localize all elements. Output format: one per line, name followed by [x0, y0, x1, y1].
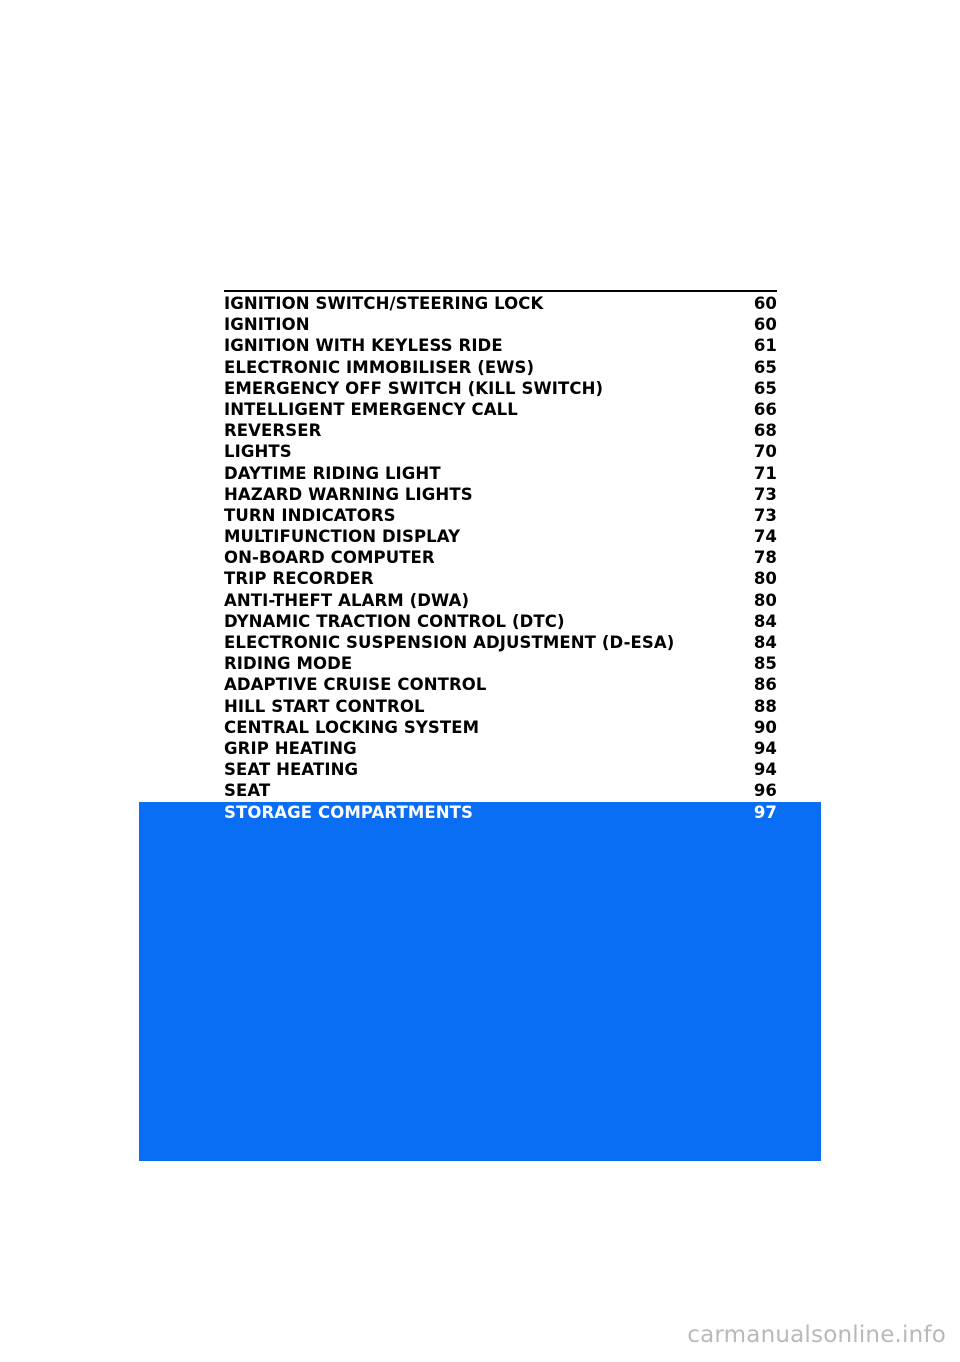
- toc-entry[interactable]: [224, 674, 777, 695]
- toc-entry-page: 78: [753, 548, 777, 568]
- toc-entry-title: IGNITION: [224, 315, 310, 335]
- toc-entry-title: ELECTRONIC IMMOBILISER (EWS): [224, 357, 535, 377]
- toc-entry[interactable]: [224, 357, 777, 378]
- toc-entry-title: DYNAMIC TRACTION CONTROL (DTC): [224, 611, 565, 631]
- toc-entry-title: SEAT: [224, 781, 271, 801]
- toc-entry[interactable]: [224, 314, 777, 335]
- toc-entry-page: 88: [753, 696, 777, 716]
- toc-entry-title: IGNITION WITH KEYLESS RIDE: [224, 336, 503, 356]
- toc-entry-page: 61: [753, 336, 777, 356]
- toc-entry-title: ELECTRONIC SUSPENSION ADJUSTMENT (D-ESA): [224, 633, 675, 652]
- toc-entry-page: 71: [753, 463, 777, 483]
- toc-entry[interactable]: [224, 717, 777, 738]
- toc-entry-title: GRIP HEATING: [224, 738, 357, 758]
- toc-entry-page: 85: [753, 654, 777, 674]
- toc-entry-title: ANTI-THEFT ALARM (DWA): [224, 590, 470, 610]
- toc-entry-title: HILL START CONTROL: [224, 696, 425, 716]
- toc-entry-page: 73: [753, 484, 777, 504]
- table-of-contents: [224, 293, 777, 823]
- section-highlight-block: [139, 802, 821, 1161]
- toc-entry-page: 94: [753, 760, 777, 780]
- toc-entry-page: 65: [753, 378, 777, 398]
- toc-entry-page: 80: [753, 569, 777, 589]
- toc-entry-page: 86: [753, 675, 777, 695]
- toc-entry-title: CENTRAL LOCKING SYSTEM: [224, 717, 480, 737]
- toc-entry-page: 73: [753, 505, 777, 525]
- toc-entry[interactable]: [224, 505, 777, 526]
- watermark-text: carmanualsonline.info: [687, 1322, 946, 1348]
- toc-entry[interactable]: [224, 632, 777, 653]
- toc-entry[interactable]: [224, 590, 777, 611]
- toc-entry[interactable]: [224, 696, 777, 717]
- toc-entry-title: HAZARD WARNING LIGHTS: [224, 484, 473, 504]
- toc-entry-page: 60: [753, 294, 777, 313]
- toc-entry-title: ON-BOARD COMPUTER: [224, 548, 435, 568]
- toc-entry-page: 96: [753, 781, 777, 801]
- toc-entry-title: IGNITION SWITCH/STEERING LOCK: [224, 294, 544, 313]
- top-rule-divider: [224, 290, 777, 292]
- toc-entry-title: REVERSER: [224, 421, 322, 441]
- toc-entry[interactable]: [224, 547, 777, 568]
- toc-entry[interactable]: [224, 738, 777, 759]
- toc-entry-page: 70: [753, 442, 777, 462]
- toc-entry[interactable]: [224, 484, 777, 505]
- toc-entry[interactable]: [224, 653, 777, 674]
- toc-entry-page: 66: [753, 399, 777, 419]
- toc-entry-title: INTELLIGENT EMERGENCY CALL: [224, 399, 518, 419]
- toc-entry-title: DAYTIME RIDING LIGHT: [224, 463, 441, 483]
- toc-entry[interactable]: [224, 759, 777, 780]
- toc-entry-title: TRIP RECORDER: [224, 569, 374, 589]
- toc-entry-page: 68: [753, 421, 777, 441]
- toc-entry-page: 80: [753, 590, 777, 610]
- toc-entry[interactable]: [224, 463, 777, 484]
- toc-entry-page: 90: [753, 717, 777, 737]
- toc-entry-title: ADAPTIVE CRUISE CONTROL: [224, 675, 487, 695]
- toc-entry-active[interactable]: [224, 802, 777, 823]
- toc-entry-title: MULTIFUNCTION DISPLAY: [224, 527, 461, 547]
- toc-entry[interactable]: [224, 420, 777, 441]
- toc-entry[interactable]: [224, 441, 777, 462]
- toc-entry-title: RIDING MODE: [224, 654, 353, 674]
- toc-entry-title: TURN INDICATORS: [224, 505, 396, 525]
- toc-entry-page: 74: [753, 527, 777, 547]
- toc-entry-page: 84: [753, 633, 777, 652]
- toc-entry-title: EMERGENCY OFF SWITCH (KILL SWITCH): [224, 378, 604, 398]
- toc-entry[interactable]: [224, 526, 777, 547]
- toc-entry[interactable]: [224, 611, 777, 632]
- toc-entry-title: LIGHTS: [224, 442, 292, 462]
- toc-entry[interactable]: [224, 780, 777, 801]
- toc-entry-page: 84: [753, 611, 777, 631]
- toc-entry[interactable]: [224, 335, 777, 356]
- toc-entry-page: 94: [753, 738, 777, 758]
- toc-entry-page: 60: [753, 315, 777, 335]
- toc-entry-page: 65: [753, 357, 777, 377]
- toc-entry[interactable]: [224, 293, 777, 314]
- toc-entry[interactable]: [224, 378, 777, 399]
- toc-entry[interactable]: [224, 399, 777, 420]
- toc-entry-page: 97: [753, 802, 777, 822]
- toc-entry[interactable]: [224, 568, 777, 589]
- toc-entry-title: SEAT HEATING: [224, 760, 359, 780]
- toc-entry-title: STORAGE COMPARTMENTS: [224, 802, 473, 822]
